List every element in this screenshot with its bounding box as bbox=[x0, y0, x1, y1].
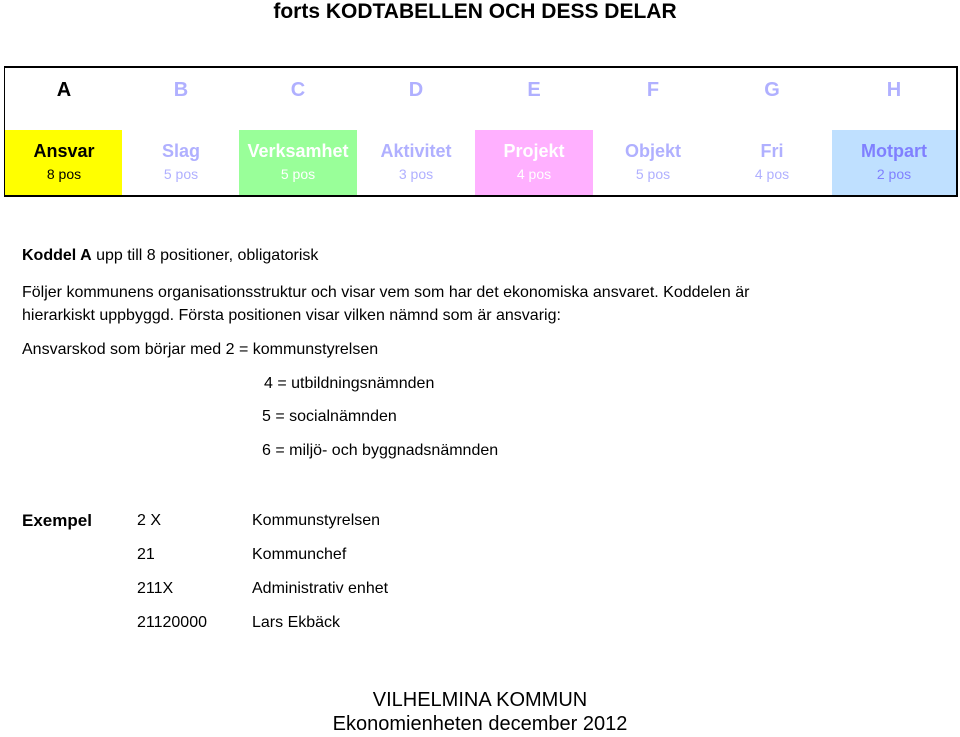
section-heading: Koddel A upp till 8 positioner, obligatorisk bbox=[22, 247, 319, 264]
column-letter: G bbox=[764, 79, 780, 101]
column-letter: B bbox=[173, 79, 189, 101]
code-item: 6 = miljö- och byggnadsnämnden bbox=[262, 442, 499, 459]
footer-org: VILHELMINA KOMMUN bbox=[372, 689, 588, 711]
column-box bbox=[475, 130, 593, 195]
column-positions: 3 pos bbox=[398, 166, 434, 182]
code-intro: Ansvarskod som börjar med 2 = kommunstyrelsen bbox=[22, 341, 379, 358]
column-positions: 8 pos bbox=[46, 166, 82, 182]
description-line-1: Följer kommunens organisationsstruktur och visar vem som har det ekonomiska ansvaret. Koddelen är bbox=[22, 284, 750, 301]
column-positions: 2 pos bbox=[876, 166, 912, 182]
column-letter: C bbox=[290, 79, 306, 101]
description-line-2: hierarkiskt uppbyggd. Första positionen visar vilken nämnd som är ansvarig: bbox=[22, 307, 561, 324]
column-name: Fri bbox=[760, 141, 784, 161]
column-b bbox=[122, 68, 240, 195]
column-name: Aktivitet bbox=[380, 141, 452, 161]
column-letter: D bbox=[408, 79, 424, 101]
example-desc: Kommunstyrelsen bbox=[252, 512, 381, 529]
code-item: 5 = socialnämnden bbox=[262, 408, 397, 425]
column-positions: 4 pos bbox=[516, 166, 552, 182]
column-letter: F bbox=[646, 79, 660, 101]
column-box bbox=[122, 130, 240, 195]
example-code: 21 bbox=[137, 546, 155, 563]
example-desc: Lars Ekbäck bbox=[252, 614, 341, 631]
column-letter: E bbox=[527, 79, 541, 101]
column-f bbox=[594, 68, 712, 195]
example-desc: Kommunchef bbox=[252, 546, 347, 563]
code-item: 4 = utbildningsnämnden bbox=[264, 375, 435, 392]
example-desc: Administrativ enhet bbox=[252, 580, 389, 597]
column-h bbox=[832, 68, 956, 195]
column-g bbox=[713, 68, 831, 195]
example-code: 211X bbox=[137, 580, 174, 597]
column-name: Ansvar bbox=[33, 141, 95, 161]
code-table bbox=[4, 66, 958, 197]
footer-dept: Ekonomienheten december 2012 bbox=[332, 713, 628, 735]
column-a bbox=[5, 68, 123, 195]
column-name: Objekt bbox=[624, 141, 681, 161]
page-title: forts KODTABELLEN OCH DESS DELAR bbox=[273, 0, 677, 23]
column-box bbox=[713, 130, 831, 195]
column-positions: 4 pos bbox=[754, 166, 790, 182]
column-letter: A bbox=[56, 79, 72, 101]
column-letter: H bbox=[886, 79, 902, 101]
column-d bbox=[357, 68, 475, 195]
column-positions: 5 pos bbox=[635, 166, 671, 182]
column-box bbox=[5, 130, 123, 195]
column-positions: 5 pos bbox=[163, 166, 199, 182]
column-box bbox=[239, 130, 357, 195]
column-name: Motpart bbox=[861, 141, 927, 161]
column-c bbox=[239, 68, 357, 195]
column-box bbox=[594, 130, 712, 195]
column-e bbox=[475, 68, 593, 195]
example-label: Exempel bbox=[22, 511, 92, 530]
column-box bbox=[357, 130, 475, 195]
example-code: 21120000 bbox=[137, 614, 207, 631]
column-positions: 5 pos bbox=[280, 166, 316, 182]
column-name: Slag bbox=[161, 141, 200, 161]
column-box bbox=[832, 130, 956, 195]
example-code: 2 X bbox=[137, 512, 162, 529]
column-name: Projekt bbox=[503, 141, 565, 161]
column-name: Verksamhet bbox=[247, 141, 349, 161]
